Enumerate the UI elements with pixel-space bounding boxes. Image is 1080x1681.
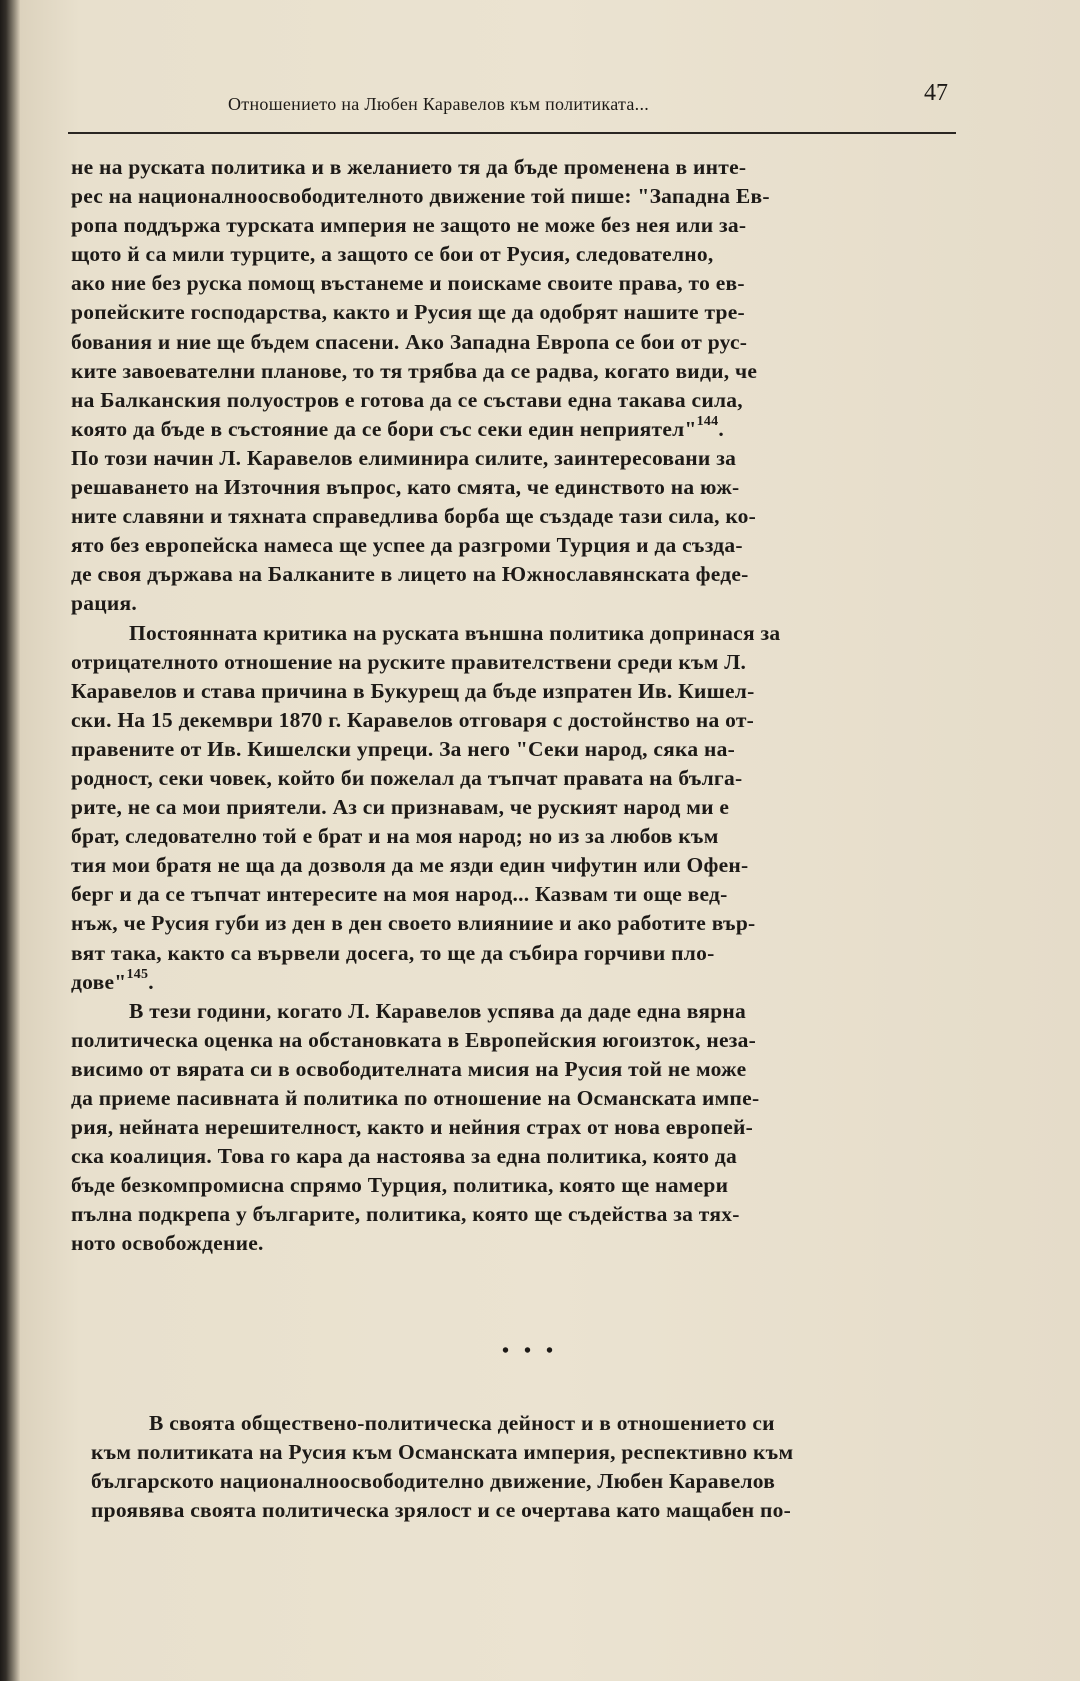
paragraph-first-line: В тези години, когато Л. Каравелов успява да даде една вярна bbox=[129, 998, 747, 1023]
text-line: бования и ние ще бъдем спасени. Ако Западна Европа се бои от рус- bbox=[71, 329, 748, 354]
closing-paragraph bbox=[91, 1409, 991, 1525]
text-line: ако ние без руска помощ въстанеме и поискаме своите права, то ев- bbox=[71, 271, 745, 296]
paragraph-first-line: Постоянната критика на руската външна политика допринася за bbox=[129, 620, 781, 645]
text-line: вят така, както са вървели досега, то ще да събира горчиви пло- bbox=[71, 940, 715, 965]
text-line: ките завоевателни планове, то тя трябва да се радва, когато види, че bbox=[71, 358, 758, 383]
text-line: рес на националноосвободителното движение той пише: "Западна Ев- bbox=[71, 184, 770, 209]
text-line: отрицателното отношение на руските правителствени среди към Л. bbox=[71, 649, 747, 674]
text-line: тия мои братя не ща да дозволя да ме язди един чифутин или Офен- bbox=[71, 853, 749, 878]
text-line: дове" bbox=[71, 969, 127, 994]
text-line: българското националноосвободително движение, Любен Каравелов bbox=[91, 1469, 776, 1494]
text-line: рия, нейната нерешителност, както и нейния страх от нова европей- bbox=[71, 1115, 754, 1140]
text-line-with-footnote: дове"$^{145}$. bbox=[71, 967, 154, 994]
text-line: бъде безкомпромисна спрямо Турция, политика, която ще намери bbox=[71, 1173, 729, 1198]
text-line: брат, следователно той е брат и на моя народ; но из за любов към bbox=[71, 824, 719, 849]
text-line: берг и да се тъпчат интересите на моя народ... Казвам ти още вед- bbox=[71, 882, 728, 907]
text-line: ното освобождение. bbox=[71, 1231, 264, 1256]
text-line: политическа оценка на обстановката в Европейския югоизток, неза- bbox=[71, 1027, 757, 1052]
text-line: към политиката на Русия към Османската империя, респективно към bbox=[91, 1440, 794, 1465]
body-text bbox=[71, 153, 971, 1259]
paragraph-first-line: В своята обществено-политическа дейност и в отношението си bbox=[149, 1411, 775, 1435]
text-line: не на руската политика и в желанието тя да бъде променена в инте- bbox=[71, 155, 747, 179]
text-line: на Балканския полуостров е готова да се състави една такава сила, bbox=[71, 387, 743, 412]
book-page bbox=[20, 0, 1080, 1681]
text-line: висимо от вярата си в освободителната мисия на Русия той не може bbox=[71, 1056, 747, 1081]
page-header bbox=[68, 78, 956, 134]
page-number: 47 bbox=[924, 80, 948, 106]
text-line: ропейските господарства, както и Русия ще да одобрят нашите тре- bbox=[71, 300, 745, 325]
section-separator: • • • bbox=[501, 1340, 558, 1362]
footnote-marker: 144 bbox=[696, 414, 719, 429]
text-line: ска коалиция. Това го кара да настоява за една политика, която да bbox=[71, 1144, 737, 1169]
footnote-marker: 145 bbox=[126, 967, 149, 982]
running-head: Отношението на Любен Каравелов към политиката... bbox=[228, 94, 650, 114]
book-spine-shadow bbox=[0, 0, 20, 1681]
text-line: родност, секи човек, който би пожелал да тъпчат правата на бълга- bbox=[71, 765, 743, 790]
text-line: да приеме пасивната й политика по отношение на Османската импе- bbox=[71, 1086, 760, 1110]
text-line: ните славяни и тяхната справедлива борба ще създаде тази сила, ко- bbox=[71, 504, 757, 529]
text-line: де своя държава на Балканите в лицето на Южнославянската феде- bbox=[71, 562, 749, 587]
text-line: нъж, че Русия губи из ден в ден своето влияниие и ако работите вър- bbox=[71, 911, 756, 936]
text-line: решаването на Източния въпрос, като смята, че единството на юж- bbox=[71, 475, 740, 500]
text-line: ято без европейска намеса ще успее да разгроми Турция и да създа- bbox=[71, 533, 743, 558]
text-line: Каравелов и става причина в Букурещ да бъде изпратен Ив. Кишел- bbox=[71, 678, 755, 703]
text-line: ски. На 15 декември 1870 г. Каравелов отговаря с достойнство на от- bbox=[71, 707, 755, 732]
text-line: която да бъде в състояние да се бори със секи един неприятел" bbox=[71, 416, 697, 441]
text-line: По този начин Л. Каравелов елиминира силите, заинтересовани за bbox=[71, 445, 737, 470]
text-line-with-footnote: която да бъде в състояние да се бори със секи един неприятел"$^{144}$. bbox=[71, 414, 725, 441]
text-line: рация. bbox=[71, 591, 137, 616]
text-line: рите, не са мои приятели. Аз си признавам, че руският народ ми е bbox=[71, 795, 730, 820]
text-line: пълна подкрепа у българите, политика, която ще съдейства за тях- bbox=[71, 1202, 740, 1227]
text-line: щото й са мили турците, а защото се бои от Русия, следователно, bbox=[71, 242, 714, 267]
text-line: ропа поддържа турската империя не защото не може без нея или за- bbox=[71, 213, 747, 238]
text-line: проявява своята политическа зрялост и се очертава като мащабен по- bbox=[91, 1498, 792, 1523]
text-line: правените от Ив. Кишелски упреци. За него "Секи народ, сяка на- bbox=[71, 736, 736, 761]
